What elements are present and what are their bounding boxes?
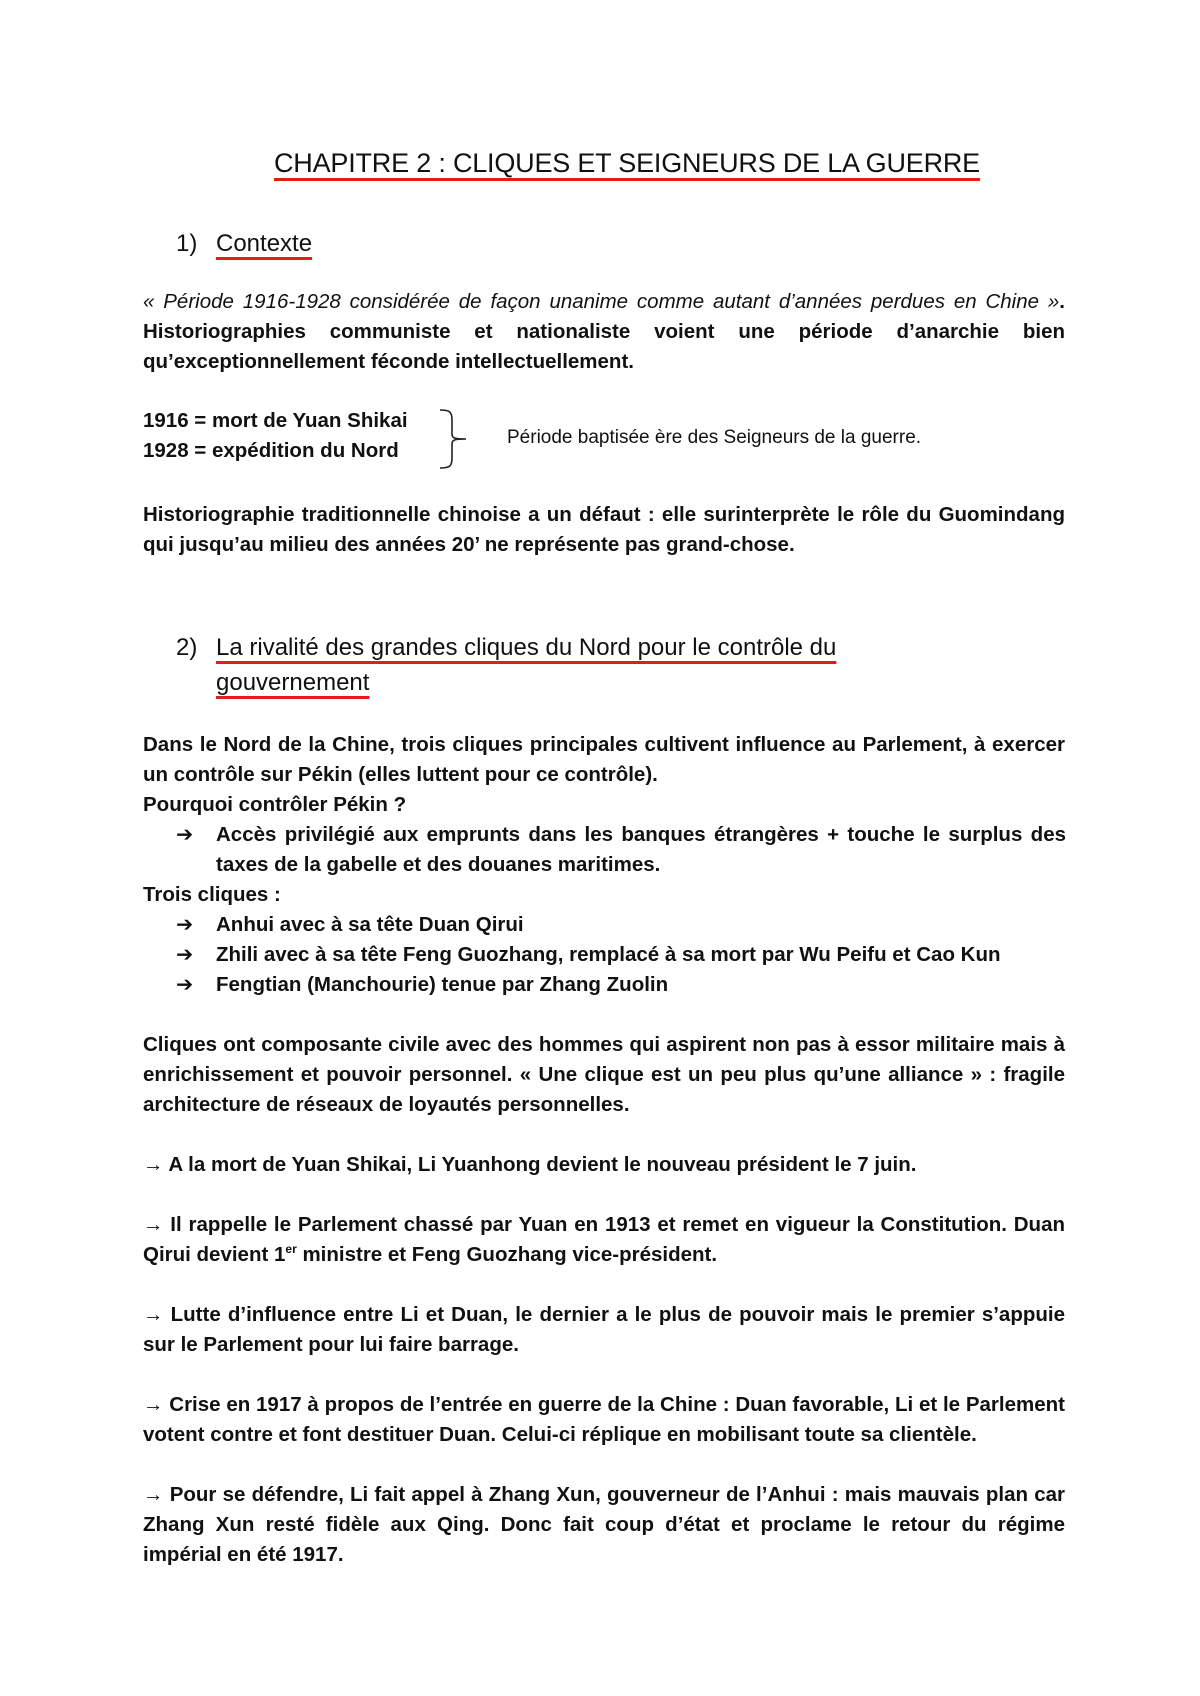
clique-item xyxy=(176,910,1066,940)
arrow-bullet-icon: ➔ xyxy=(176,823,194,846)
clique-item xyxy=(176,940,1066,970)
brace-annotation: Période baptisée ère des Seigneurs de la guerre. xyxy=(507,427,922,448)
date-1916: 1916 = mort de Yuan Shikai xyxy=(143,409,408,432)
page-title xyxy=(0,148,1200,179)
intro-paragraph: Dans le Nord de la Chine, trois cliques principales cultivent influence au Parlement, à exercer un contrôle sur Pékin (elles luttent pour ce contrôle). xyxy=(143,733,1065,786)
clique-item xyxy=(176,970,1066,1000)
event-paragraph: → A la mort de Yuan Shikai, Li Yuanhong devient le nouveau président le 7 juin. xyxy=(143,1153,917,1176)
section-1-heading xyxy=(176,226,936,261)
why-answer-item xyxy=(176,820,1066,880)
event-text: → Il rappelle le Parlement chassé par Yuan en 1913 et remet en vigueur la Constitution. Duan Qirui devient 1 xyxy=(143,1213,1065,1266)
event-paragraph xyxy=(143,1210,1065,1270)
section-1-number: 1) xyxy=(176,230,198,257)
three-cliques-label: Trois cliques : xyxy=(143,883,281,906)
clique-text: Zhili avec à sa tête Feng Guozhang, remplacé à sa mort par Wu Peifu et Cao Kun xyxy=(216,943,1001,966)
clique-text: Fengtian (Manchourie) tenue par Zhang Zuolin xyxy=(216,973,669,996)
context-text: . Historiographies communiste et nationaliste voient une période d’anarchie bien qu’exceptionnellement féconde intellectuellement. xyxy=(143,290,1065,373)
event-paragraph: → Pour se défendre, Li fait appel à Zhang Xun, gouverneur de l’Anhui : mais mauvais plan car Zhang Xun resté fidèle aux Qing. Donc fait coup d’état et proclame le retour du régime impérial en été 1917. xyxy=(143,1483,1065,1566)
event-paragraph: → Crise en 1917 à propos de l’entrée en guerre de la Chine : Duan favorable, Li et le Parlement votent contre et font destituer Duan. Celui-ci réplique en mobilisant toute sa clientèle. xyxy=(143,1393,1065,1446)
event-text: ministre et Feng Guozhang vice-président. xyxy=(296,1243,718,1266)
section-2-title: La rivalité des grandes cliques du Nord pour le contrôle du gouvernement xyxy=(216,634,837,696)
clique-text: Anhui avec à sa tête Duan Qirui xyxy=(216,913,524,936)
arrow-bullet-icon: ➔ xyxy=(176,973,194,996)
right-brace-icon xyxy=(438,408,468,470)
why-question: Pourquoi contrôler Pékin ? xyxy=(143,793,407,816)
context-paragraph xyxy=(143,287,1065,377)
civil-paragraph: Cliques ont composante civile avec des hommes qui aspirent non pas à essor militaire mais à enrichissement et pouvoir personnel. « Une clique est un peu plus qu’une alliance » : fragile architecture de réseaux de loyautés personnelles. xyxy=(143,1033,1065,1116)
dates-block xyxy=(143,406,473,466)
event-paragraph: → Lutte d’influence entre Li et Duan, le dernier a le plus de pouvoir mais le premier s’appuie sur le Parlement pour lui faire barrage. xyxy=(143,1303,1065,1356)
context-quote: « Période 1916-1928 considérée de façon unanime comme autant d’années perdues en Chine » xyxy=(143,290,1060,313)
arrow-bullet-icon: ➔ xyxy=(176,913,194,936)
ordinal-suffix: er xyxy=(285,1242,297,1257)
historiography-paragraph: Historiographie traditionnelle chinoise a un défaut : elle surinterprète le rôle du Guomindang qui jusqu’au milieu des années 20’ ne représente pas grand-chose. xyxy=(143,503,1065,556)
section-1-title: Contexte xyxy=(216,230,313,257)
why-answer-text: Accès privilégié aux emprunts dans les banques étrangères + touche le surplus des taxes de la gabelle et des douanes maritimes. xyxy=(216,823,1066,876)
page-title-text: CHAPITRE 2 : CLIQUES ET SEIGNEURS DE LA GUERRE xyxy=(274,148,980,178)
section-2-number: 2) xyxy=(176,634,198,661)
section-2-heading xyxy=(176,630,936,700)
date-1928: 1928 = expédition du Nord xyxy=(143,439,399,462)
arrow-bullet-icon: ➔ xyxy=(176,943,194,966)
